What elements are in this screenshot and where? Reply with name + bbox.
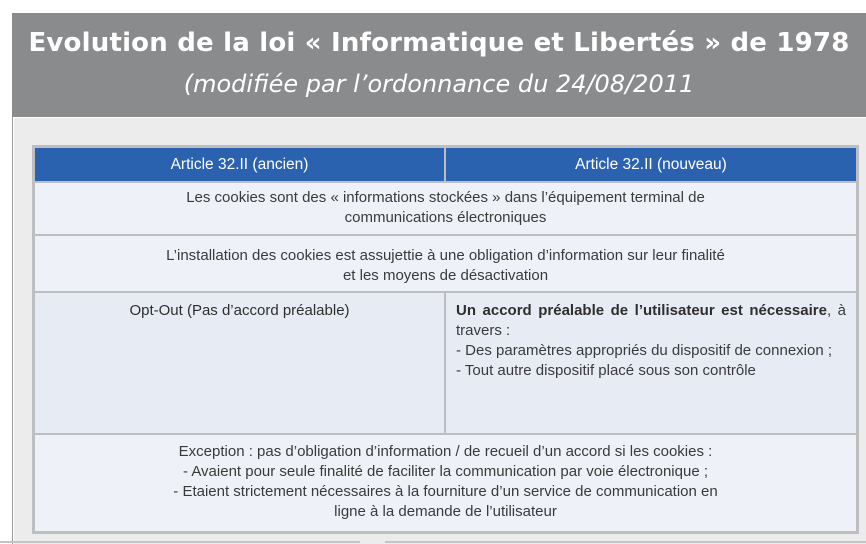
table-row-exception — [35, 435, 856, 531]
document-subtitle: (modifiée par l’ordonnance du 24/08/2011 — [183, 70, 695, 98]
table-cell-old-regime — [35, 293, 444, 433]
row-text: L’installation des cookies est assujettie à une obligation d’information sur leur finalité — [166, 247, 725, 264]
row-text: communications électroniques — [344, 209, 547, 226]
comparison-table — [32, 145, 859, 534]
row-text: - Etaient strictement nécessaires à la fourniture d’un service de communication en — [173, 483, 718, 500]
row-text: Exception : pas d’obligation d’information / de recueil d’un accord si les cookies : — [178, 443, 713, 460]
row-text: - Avaient pour seule finalité de faciliter la communication par voie électronique ; — [182, 463, 708, 480]
new-regime-emphasis: Un accord préalable de l’utilisateur est nécessaire — [456, 302, 827, 319]
bottom-divider — [0, 541, 360, 543]
list-item: - Tout autre dispositif placé sous son contrôle — [456, 362, 756, 379]
new-regime-text: , à travers : — [456, 302, 846, 339]
bottom-divider — [385, 541, 866, 543]
row-text: Les cookies sont des « informations stockées » dans l’équipement terminal de — [186, 189, 705, 206]
row-text: ligne à la demande de l’utilisateur — [334, 503, 557, 520]
column-header-new: Article 32.II (nouveau) — [446, 148, 856, 181]
title-banner — [12, 13, 866, 117]
column-header-old: Article 32.II (ancien) — [35, 148, 444, 181]
row-text: et les moyens de désactivation — [342, 267, 549, 284]
old-regime-text: Opt-Out (Pas d’accord préalable) — [129, 302, 350, 319]
left-divider — [12, 117, 13, 544]
document-title: Evolution de la loi « Informatique et Libertés » de 1978 — [28, 28, 850, 58]
table-row-information — [35, 236, 856, 291]
table-row-definition — [35, 183, 856, 234]
list-item: - Des paramètres appropriés du dispositif de connexion ; — [456, 342, 833, 359]
table-cell-new-regime — [446, 293, 856, 433]
